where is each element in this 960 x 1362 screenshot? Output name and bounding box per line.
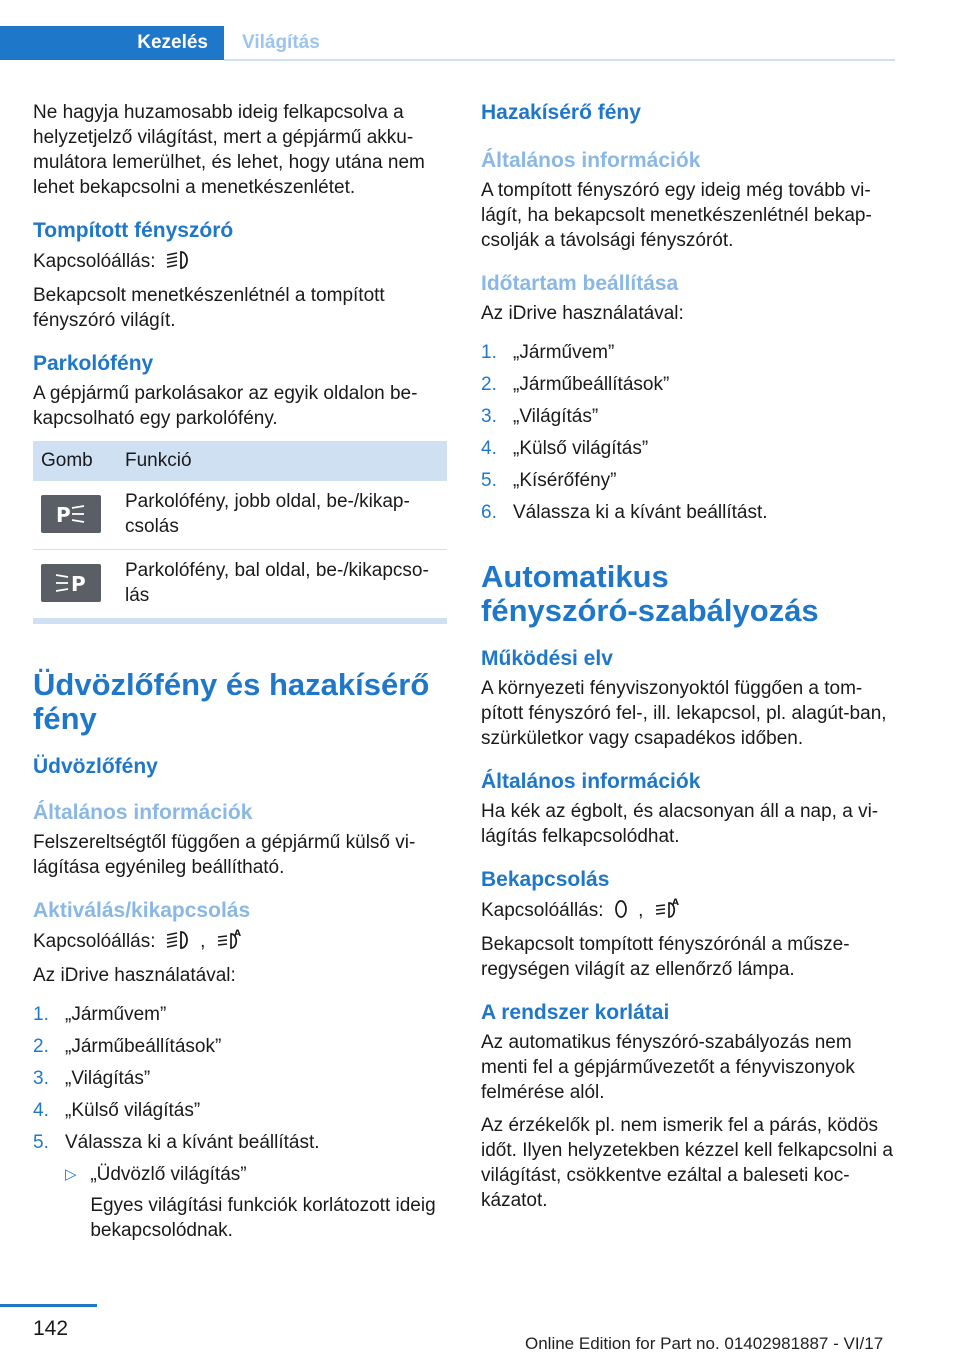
header-tab-vilagitas: Világítás [242, 32, 320, 53]
battery-warning-text: Ne hagyja huzamosabb ideig felkapcsolva a helyzetjelző világítást, mert a gépjármű akku-mulátora lemerülhet, és lehet, hogy utána nem lehet bekapcsolni a menetkészenlétet. [33, 102, 425, 198]
table-cell-funkcio: Parkolófény, jobb oldal, be-/kikap-csolás [117, 481, 447, 550]
svg-text:P: P [56, 503, 71, 525]
parking-light-right-icon [41, 495, 101, 533]
udvozlo-heading: Üdvözlőfény [33, 755, 158, 778]
list-item: 3. „Világítás” [33, 1068, 151, 1089]
bekapcsolas-text: Bekapcsolt tompított fényszórónál a műsze-regységen világít az ellenőrző lámpa. [481, 934, 850, 980]
mukodesi-heading: Működési elv [481, 647, 613, 670]
separator-comma: , [200, 931, 206, 952]
tompitott-heading: Tompított fényszóró [33, 219, 234, 242]
list-item: 1. „Járművem” [33, 1004, 167, 1025]
list-item: 5. Válassza ki a kívánt beállítást. [33, 1132, 320, 1153]
table-header-gomb: Gomb [33, 441, 117, 481]
altalanos-heading: Általános információk [33, 801, 253, 824]
list-item: 5. „Kísérőfény” [481, 470, 617, 491]
right-column [481, 100, 895, 1213]
edition-text: Online Edition for Part no. 01402981887 - VI/17 [525, 1334, 884, 1353]
parkolo-text: A gépjármű parkolásakor az egyik oldalon be-kapcsolható egy parkolófény. [33, 383, 418, 429]
auto-headlight-icon [215, 928, 243, 957]
page-number: 142 [33, 1317, 69, 1340]
bekapcsolas-switch-line [481, 897, 895, 926]
korlatai-text-1: Az automatikus fényszóró-szabályozás nem menti fel a gépjárművezetőt a fényviszonyok felmérése alól. [481, 1032, 855, 1103]
tompitott-text: Bekapcsolt menetkészenlétnél a tompított fényszóró világít. [33, 285, 385, 331]
right-steps-list [481, 340, 895, 525]
altalanos2-heading: Általános információk [481, 770, 701, 793]
triangle-bullet-icon: ▷ [65, 1166, 77, 1183]
switch-position-label: Kapcsolóállás: [481, 900, 604, 921]
parking-light-left-icon [41, 564, 101, 602]
table-cell-funkcio: Parkolófény, bal oldal, be-/kikapcso-lás [117, 550, 447, 619]
list-item: 1. „Járművem” [481, 342, 615, 363]
list-item: 2. „Járműbeállítások” [481, 374, 670, 395]
svg-text:P: P [71, 572, 86, 594]
list-item: 4. „Külső világítás” [33, 1100, 201, 1121]
header-divider [224, 59, 895, 61]
footer-rule [0, 1304, 97, 1307]
mukodesi-text: A környezeti fényviszonyoktól függően a tom-pított fényszóró fel-, ill. lekapcsol, pl. alagút-ban, szürkületkor vagy csapadékos időben. [481, 678, 887, 749]
table-row [33, 481, 447, 550]
auto-headlight-icon [653, 897, 681, 926]
svg-text:A: A [233, 929, 241, 939]
list-item: 2. „Járműbeállítások” [33, 1036, 222, 1057]
aktivalas-heading: Aktiválás/kikapcsolás [33, 899, 251, 922]
header-tab-kezeles: Kezelés [0, 26, 224, 60]
table-header-funkcio: Funkció [117, 441, 447, 481]
list-item: 4. „Külső világítás” [481, 438, 649, 459]
korlatai-heading: A rendszer korlátai [481, 1001, 670, 1024]
low-beam-icon [165, 250, 191, 277]
switch-position-label: Kapcsolóállás: [33, 931, 156, 952]
auto-main-heading: Automatikus fényszóró-szabályozás [481, 559, 819, 628]
left-column [33, 100, 447, 1243]
off-position-icon [613, 899, 629, 926]
svg-text:A: A [671, 898, 679, 908]
altalanos2-text: Ha kék az égbolt, és alacsonyan áll a nap, a vi-lágítás felkapcsolódhat. [481, 801, 879, 847]
parkolo-heading: Parkolófény [33, 352, 154, 375]
switch-position-label: Kapcsolóállás: [33, 251, 156, 272]
korlatai-text-2: Az érzékelők pl. nem ismerik fel a párás, ködös időt. Ilyen helyzetekben kézzel kell felkapcsolni a világítást, csökkentve ezáltal a baleseti koc-kázatot. [481, 1115, 893, 1211]
udvozlo-main-heading: Üdvözlőfény és hazakísérő fény [33, 667, 430, 736]
sub-item-note: Egyes világítási funkciók korlátozott ideig bekapcsolódnak. [90, 1195, 436, 1241]
altalanos-text: Felszereltségtől függően a gépjármű külső vi-lágítása egyénileg beállítható. [33, 832, 416, 878]
idrive-text: Az iDrive használatával: [33, 965, 236, 986]
idrive-text: Az iDrive használatával: [481, 303, 684, 324]
low-beam-icon [165, 930, 191, 957]
table-row [33, 550, 447, 619]
separator-comma: , [638, 900, 644, 921]
sub-item-text: „Üdvözlő világítás” [90, 1164, 247, 1185]
hazakisero-text: A tompított fényszóró egy ideig még tovább vi-lágít, ha bekapcsolt menetkészenlétnél bekap-csolják a távolsági fényszórót. [481, 180, 872, 251]
list-item: 3. „Világítás” [481, 406, 599, 427]
idotartam-heading: Időtartam beállítása [481, 272, 679, 295]
bekapcsolas-heading: Bekapcsolás [481, 868, 610, 891]
list-item: 6. Válassza ki a kívánt beállítást. [481, 502, 768, 523]
hazakisero-heading: Hazakísérő fény [481, 101, 641, 124]
altalanos-heading: Általános információk [481, 149, 701, 172]
tompitott-switch-line [33, 249, 447, 277]
left-steps-list [33, 1002, 447, 1155]
aktivalas-switch-line [33, 928, 447, 957]
sub-list-item [65, 1162, 447, 1243]
parking-light-table [33, 441, 447, 619]
page-header [0, 26, 895, 62]
